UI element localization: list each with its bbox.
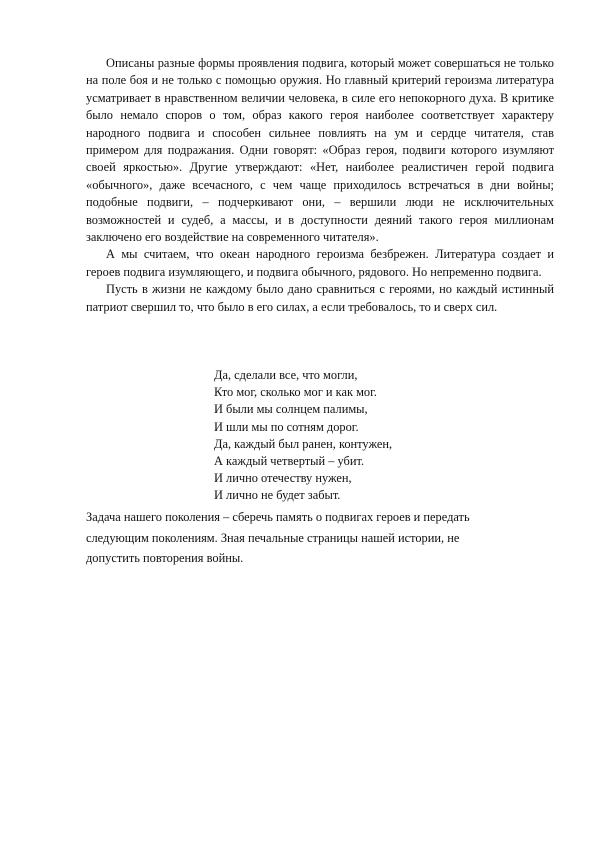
body-text [86, 55, 554, 316]
poem-line: И лично отечеству нужен, [214, 471, 352, 486]
poem-stanza [214, 367, 474, 505]
poem-line: Кто мог, сколько мог и как мог. [214, 385, 377, 400]
closing-line: Задача нашего поколения – сберечь память о подвигах героев и передать [86, 510, 470, 524]
poem-line: Да, сделали все, что могли, [214, 368, 358, 382]
poem-line: И были мы солнцем палимы, [214, 402, 368, 417]
closing-line: следующим поколениям. Зная печальные страницы нашей истории, не [86, 530, 460, 545]
closing-paragraph [86, 507, 526, 569]
closing-line: допустить повторения войны. [86, 551, 244, 566]
poem-line: А каждый четвертый – убит. [214, 454, 365, 469]
poem-line: И лично не будет забыт. [214, 488, 341, 503]
poem-line: И шли мы по сотням дорог. [214, 419, 359, 434]
paragraph-ocean-of-heroism: А мы считаем, что океан народного героизма безбрежен. Литература создает и героев подвига изумляющего, и подвига обычного, рядового. Но непременно подвига. [86, 247, 554, 279]
paragraph-heroism-criteria: Описаны разные формы проявления подвига, который может совершаться не только на поле боя и не только с помощью оружия. Но главный критерий героизма литература усматривает в нравственном величии человека, в силе его непокорного духа. В критике было немало споров о том, образ какого героя наиболее соответствует характеру народного подвига и способен сильнее повлиять на ум и сердце читателя, став примером для подражания. Одни говорят: «Образ героя, подвиги которого изумляют своей яркостью». Другие утверждают: «Нет, наиболее реалистичен герой подвига «обычного», даже всечасного, с чем чаще приходилось встречаться в дни войны; подобные подвиги, – подчеркивают они, – вершили люди не исключительных возможностей и судеб, а массы, и в доступности деяний такого героя миллионам заключено его воздействие на современного читателя». [86, 56, 554, 245]
poem-line: Да, каждый был ранен, контужен, [214, 436, 393, 451]
paragraph-true-patriot: Пусть в жизни не каждому было дано сравниться с героями, но каждый истинный патриот свершил то, что было в его силах, а если требовалось, то и сверх сил. [86, 282, 554, 314]
